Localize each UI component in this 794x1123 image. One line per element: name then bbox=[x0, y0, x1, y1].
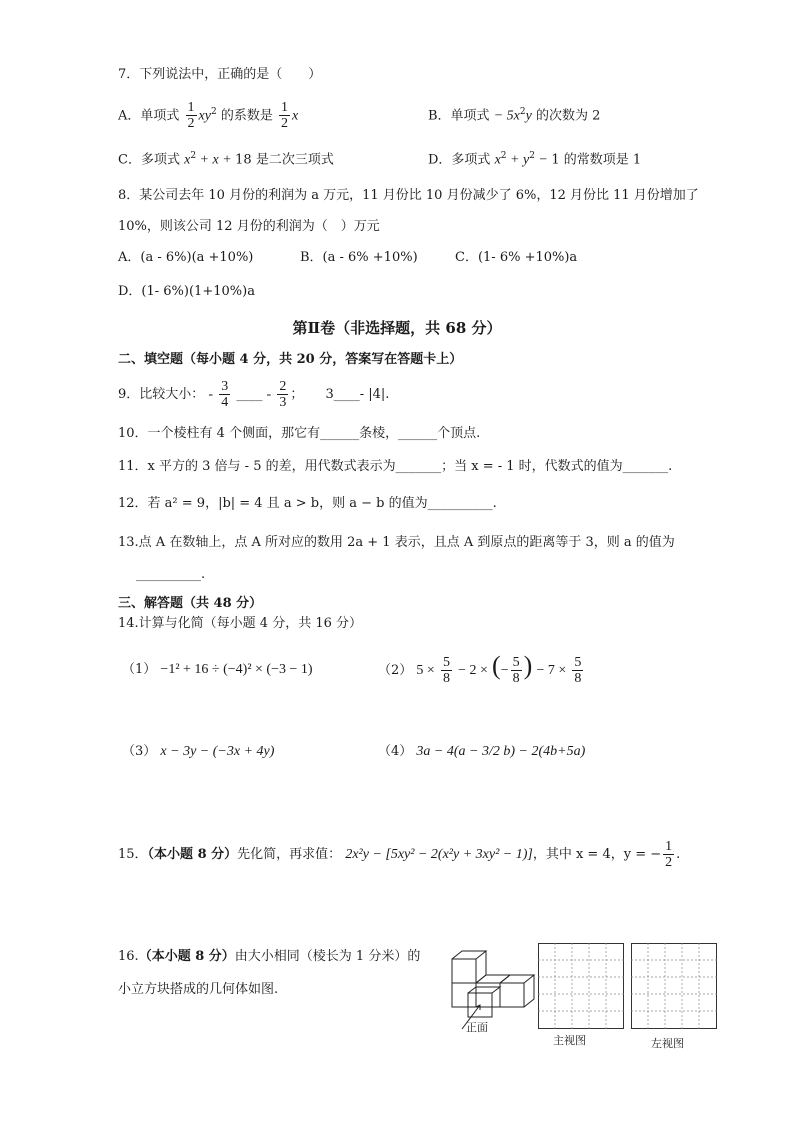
q16-line1 bbox=[118, 947, 420, 967]
q14-2: （2） 5 × $\frac{5}{8}$ − 2 × (− $\frac{5}{8}$ ) − 7 × $\frac{5}{8}$ bbox=[378, 651, 582, 686]
q7-option-d: D．多项式 $x^2 + y^2 - 1$ 的常数项是 1 bbox=[428, 151, 642, 168]
q8-option-b: B．(a - 6% +10%) bbox=[300, 250, 418, 265]
q16-line2: 小立方块搭成的几何体如图. bbox=[118, 982, 279, 997]
fraction-half: $\frac{1}{2}$ bbox=[281, 100, 288, 132]
front-label: 正面 bbox=[466, 1021, 488, 1034]
q7-option-b: B．单项式 − $5x^2y$ 的次数为 2 bbox=[428, 107, 601, 124]
q14-2-part-c: − 7 × bbox=[536, 663, 567, 678]
q14-1-label: （1） bbox=[122, 662, 157, 677]
q8-option-c: C．(1- 6% +10%)a bbox=[455, 250, 578, 265]
q14-3-label: （3） bbox=[122, 744, 157, 759]
q14-1-expression: −1² + 16 ÷ (−4)² × (−3 − 1) bbox=[160, 662, 313, 677]
q16-label: 16. bbox=[118, 949, 139, 964]
q14-3 bbox=[122, 742, 274, 762]
cube-figure bbox=[440, 945, 540, 1040]
q14-2-label: （2） bbox=[378, 663, 413, 678]
q9-label: 9．比较大小： bbox=[118, 387, 205, 402]
q15-expression: 2x²y − [5xy² − 2(x²y + 3xy² − 1)] bbox=[345, 847, 533, 862]
main-view-grid bbox=[538, 943, 624, 1029]
left-view-label: 左视图 bbox=[651, 1037, 684, 1050]
q11: 11．x 平方的 3 倍与 - 5 的差，用代数式表示为_______；当 x = - 1 时，代数式的值为_______. bbox=[118, 459, 673, 474]
q15: 15．（本小题 8 分）先化简，再求值： 2x²y − [5xy² − 2(x²y + 3xy² − 1)]，其中 x = 4，y = − $\frac{1}{2}$ . bbox=[118, 839, 681, 870]
q13-line1: 13.点 A 在数轴上，点 A 所对应的数用 2a + 1 表示，且点 A 到原点的距离等于 3，则 a 的值为 bbox=[118, 535, 675, 550]
left-view-grid bbox=[631, 943, 717, 1029]
q7-option-a: A．单项式 $\frac{1}{2}$ $xy^2$ 的系数是 $\frac{1}{2}$ x bbox=[118, 100, 299, 132]
q15-condition: ，其中 x = 4，y = − bbox=[532, 847, 662, 862]
q8-stem-line2: 10%，则该公司 12 月份的利润为（ ）万元 bbox=[118, 219, 380, 234]
q14-4-expression: 3a − 4(a − 3/2 b) − 2(4b+5a) bbox=[416, 744, 586, 759]
q13-line2: __________. bbox=[136, 567, 206, 582]
q14-4-label: （4） bbox=[378, 744, 413, 759]
q14-1 bbox=[122, 660, 313, 680]
fraction-half: $\frac{1}{2}$ bbox=[187, 100, 195, 132]
q7-stem: 7．下列说法中，正确的是（ ） bbox=[118, 67, 322, 82]
main-view-label: 主视图 bbox=[553, 1034, 586, 1047]
section3-heading: 三、解答题（共 48 分） bbox=[118, 596, 263, 611]
q8-option-d: D．(1- 6%)(1+10%)a bbox=[118, 284, 255, 299]
part2-title: 第Ⅱ卷（非选择题，共 68 分） bbox=[292, 319, 502, 337]
q15-instruction: 先化简，再求值： bbox=[237, 847, 342, 862]
q16-text: 由大小相同（棱长为 1 分米）的 bbox=[234, 949, 421, 964]
q14-3-expression: x − 3y − (−3x + 4y) bbox=[160, 744, 275, 759]
q14-4 bbox=[378, 742, 585, 762]
q9: 9．比较大小： - $\frac{3}{4}$ ____ - $\frac{2}{3}$ ； 3____- |4|. bbox=[118, 379, 390, 410]
q14-2-part-b: − 2 × bbox=[458, 663, 488, 678]
fraction-five-eighths: $\frac{5}{8}$ bbox=[512, 655, 520, 686]
q12: 12．若 a² = 9，|b| = 4 且 a > b，则 a − b 的值为__________. bbox=[118, 496, 497, 511]
q14-2-part-a: 5 × bbox=[416, 663, 435, 678]
q15-label: 15． bbox=[118, 847, 148, 862]
q8-option-a: A．(a - 6%)(a +10%) bbox=[118, 250, 254, 265]
fraction-two-thirds: $\frac{2}{3}$ bbox=[279, 379, 287, 410]
q8-stem-line1: 8．某公司去年 10 月份的利润为 a 万元，11 月份比 10 月份减少了 6%，12 月份比 11 月份增加了 bbox=[118, 188, 699, 203]
fraction-five-eighths: $\frac{5}{8}$ bbox=[442, 655, 450, 686]
q15-score: （本小题 8 分） bbox=[147, 847, 238, 862]
q7-a-mid: 的系数是 bbox=[220, 108, 273, 124]
fraction-three-quarters: $\frac{3}{4}$ bbox=[221, 379, 229, 410]
q14-title: 14.计算与化简（每小题 4 分，共 16 分） bbox=[118, 616, 363, 631]
fraction-one-half: $\frac{1}{2}$ bbox=[665, 839, 673, 870]
section2-heading: 二、填空题（每小题 4 分，共 20 分，答案写在答题卡上） bbox=[118, 352, 463, 367]
q7-option-c: C．多项式 $x^2 + x + 18$ 是二次三项式 bbox=[118, 151, 334, 168]
fraction-five-eighths: $\frac{5}{8}$ bbox=[574, 655, 582, 686]
q7-a-prefix: A．单项式 bbox=[118, 108, 180, 124]
q10: 10．一个棱柱有 4 个侧面，那它有______条棱，______个顶点. bbox=[118, 426, 481, 441]
q16-score: （本小题 8 分） bbox=[138, 949, 235, 964]
q9-mid: 3____- bbox=[325, 387, 365, 402]
